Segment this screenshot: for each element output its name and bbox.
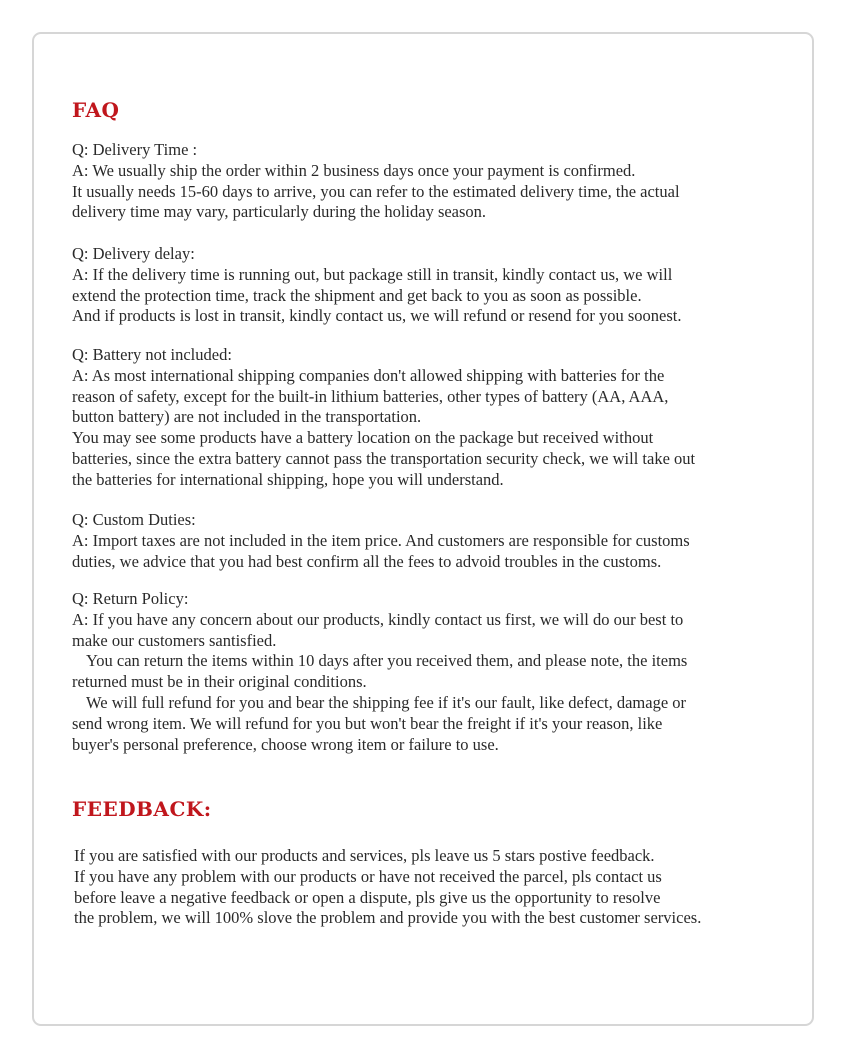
faq-answer-line: A: We usually ship the order within 2 business days once your payment is confirmed. <box>72 160 636 180</box>
faq-answer-line: make our customers santisfied. <box>72 630 277 650</box>
faq-answer-line: reason of safety, except for the built-in lithium batteries, other types of battery (AA, AAA, <box>72 386 669 406</box>
feedback-heading: FEEDBACK: <box>72 797 212 821</box>
faq-answer-line: duties, we advice that you had best confirm all the fees to advoid troubles in the customs. <box>72 551 662 571</box>
faq-answer-line: delivery time may vary, particularly during the holiday season. <box>72 202 487 222</box>
faq-answer-line: button battery) are not included in the transportation. <box>72 407 422 427</box>
faq-answer-line: the batteries for international shipping, hope you will understand. <box>72 469 504 489</box>
faq-answer-line: You can return the items within 10 days after you received them, and please note, the items <box>86 651 688 671</box>
faq-answer-line: A: As most international shipping companies don't allowed shipping with batteries for the <box>72 365 665 385</box>
faq-answer-line: buyer's personal preference, choose wrong item or failure to use. <box>72 734 499 754</box>
faq-question: Q: Custom Duties: <box>72 510 196 529</box>
faq-answer-line: returned must be in their original conditions. <box>72 672 367 692</box>
faq-answer-line: extend the protection time, track the shipment and get back to you as soon as possible. <box>72 285 642 305</box>
faq-question: Q: Battery not included: <box>72 345 232 364</box>
faq-answer-line: We will full refund for you and bear the shipping fee if it's our fault, like defect, damage or <box>86 692 687 712</box>
faq-question: Q: Delivery delay: <box>72 244 195 263</box>
faq-item-custom-duties <box>72 510 690 572</box>
feedback-line: before leave a negative feedback or open a dispute, pls give us the opportunity to resolve <box>74 887 661 907</box>
feedback-line: the problem, we will 100% slove the problem and provide you with the best customer services. <box>74 908 702 928</box>
faq-question: Q: Delivery Time : <box>72 140 198 159</box>
faq-answer-line: A: Import taxes are not included in the item price. And customers are responsible for customs <box>72 530 690 550</box>
faq-answer-line: batteries, since the extra battery cannot pass the transportation security check, we will take out <box>72 448 696 468</box>
faq-answer-line: send wrong item. We will refund for you but won't bear the freight if it's your reason, like <box>72 713 663 733</box>
faq-item-battery <box>72 345 695 491</box>
faq-item-delivery-time <box>72 140 680 223</box>
faq-question: Q: Return Policy: <box>72 589 189 608</box>
faq-answer-line: And if products is lost in transit, kindly contact us, we will refund or resend for you soonest. <box>72 306 682 326</box>
faq-item-return-policy <box>72 589 687 755</box>
faq-answer-line: You may see some products have a battery location on the package but received without <box>72 428 654 448</box>
faq-answer-line: A: If the delivery time is running out, but package still in transit, kindly contact us, we will <box>72 264 673 284</box>
feedback-text <box>74 846 701 929</box>
faq-item-delivery-delay <box>72 244 682 327</box>
feedback-line: If you have any problem with our products or have not received the parcel, pls contact us <box>74 866 662 886</box>
faq-heading: FAQ <box>72 98 120 122</box>
feedback-line: If you are satisfied with our products and services, pls leave us 5 stars postive feedback. <box>74 846 655 865</box>
faq-answer-line: A: If you have any concern about our products, kindly contact us first, we will do our best to <box>72 609 684 629</box>
faq-answer-line: It usually needs 15-60 days to arrive, you can refer to the estimated delivery time, the actual <box>72 181 680 201</box>
